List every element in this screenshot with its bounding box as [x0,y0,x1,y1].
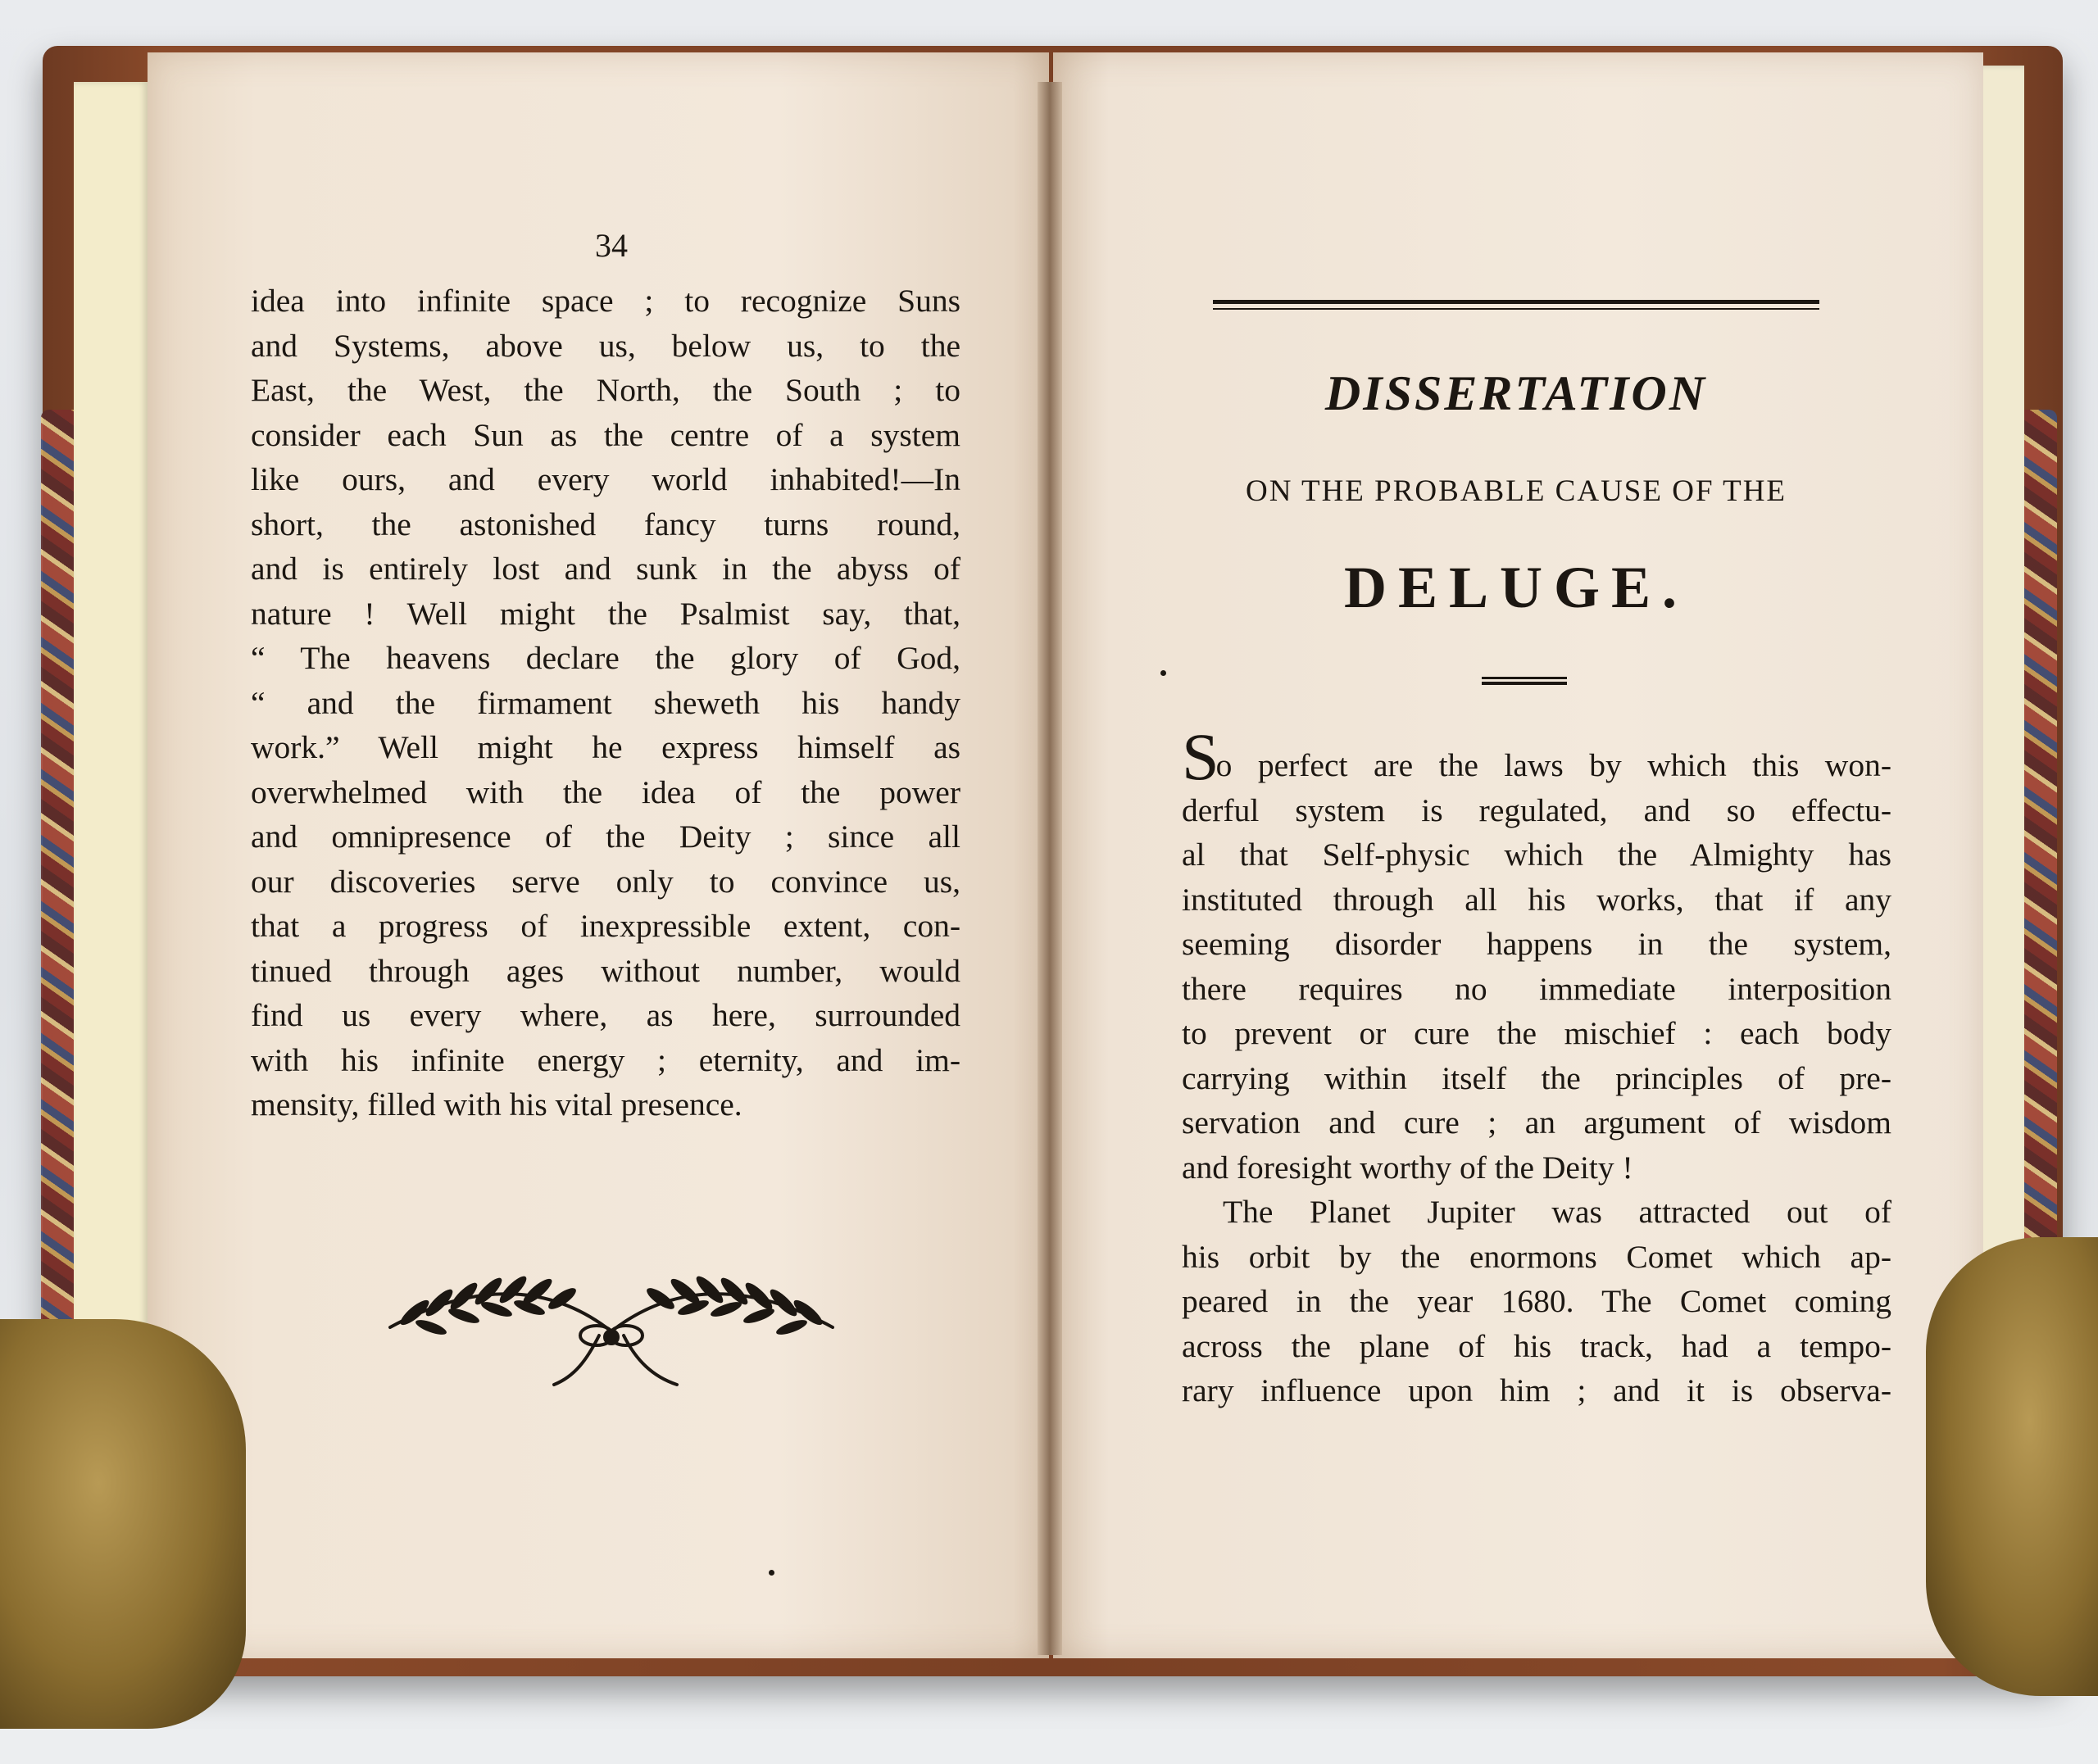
text-line: overwhelmed with the idea of the power [251,773,960,810]
text-line: that a progress of inexpressible extent, con- [251,908,960,944]
right-page-text [1182,719,1891,1413]
text-line: find us every where, as here, surrounded [251,997,960,1033]
text-line: tinued through ages without number, would [251,952,960,989]
text-line: East, the West, the North, the South ; to [251,372,960,408]
endpaper-left [74,82,148,1475]
text-line: like ours, and every world inhabited!—In [251,461,960,497]
text-line: mensity, filled with his vital presence. [251,1086,742,1122]
text-line: and foresight worthy of the Deity ! [1182,1149,1633,1186]
text-line: carrying within itself the principles of pre- [1182,1059,1891,1096]
drop-cap: S [1182,719,1216,794]
text-line: rary influence upon him ; and it is observa- [1182,1372,1891,1408]
text-line: seeming disorder happens in the system, [1182,926,1891,962]
text-line: nature ! Well might the Psalmist say, that, [251,595,960,632]
text-line: and omnipresence of the Deity ; since all [251,819,960,855]
text-line: consider each Sun as the centre of a system [251,416,960,453]
text-line: work.” Well might he express himself as [251,729,960,765]
double-rule-divider [1213,300,1819,313]
palm-branch-ornament-icon [382,1254,841,1393]
text-line: peared in the year 1680. The Comet coming [1182,1283,1891,1319]
short-rule-divider [1482,677,1567,687]
text-line: al that Self-physic which the Almighty has [1182,837,1891,873]
text-line: “ The heavens declare the glory of God, [251,640,960,676]
text-line: servation and cure ; an argument of wisdom [1182,1104,1891,1140]
text-line: “ and the firmament sheweth his handy [251,684,960,721]
text-line: our discoveries serve only to convince us, [251,863,960,900]
text-line: with his infinite energy ; eternity, and im- [251,1041,960,1078]
bronze-hand-stand-right [1926,1237,2098,1696]
text-line: short, the astonished fancy turns round, [251,506,960,542]
text-line: there requires no immediate interposition [1182,970,1891,1007]
page-number: 34 [595,227,628,264]
text-line: and Systems, above us, below us, to the [251,327,960,364]
dissertation-subtitle: ON THE PROBABLE CAUSE OF THE [1245,474,1787,508]
left-page-text [251,279,960,1127]
first-line-rest: o perfect are the laws by which this won- [1215,747,1891,783]
text-line: idea into infinite space ; to recognize Suns [251,283,960,319]
text-line-first [1182,719,1891,794]
ink-speck [1160,670,1166,676]
text-line: instituted through all his works, that if any [1182,881,1891,918]
text-line: derful system is regulated, and so effectu- [1182,791,1891,828]
text-line: his orbit by the enormons Comet which ap- [1182,1238,1891,1275]
text-line: and is entirely lost and sunk in the abyss of [251,551,960,587]
text-line: The Planet Jupiter was attracted out of [1223,1194,1891,1230]
text-line: to prevent or cure the mischief : each body [1182,1015,1891,1051]
dissertation-subject: DELUGE. [1343,555,1689,620]
dissertation-title: DISSERTATION [1324,366,1708,420]
ink-speck [769,1570,774,1576]
bronze-hand-stand-left [0,1319,246,1729]
text-line: across the plane of his track, had a tempo- [1182,1327,1891,1364]
book-gutter [1038,82,1062,1655]
